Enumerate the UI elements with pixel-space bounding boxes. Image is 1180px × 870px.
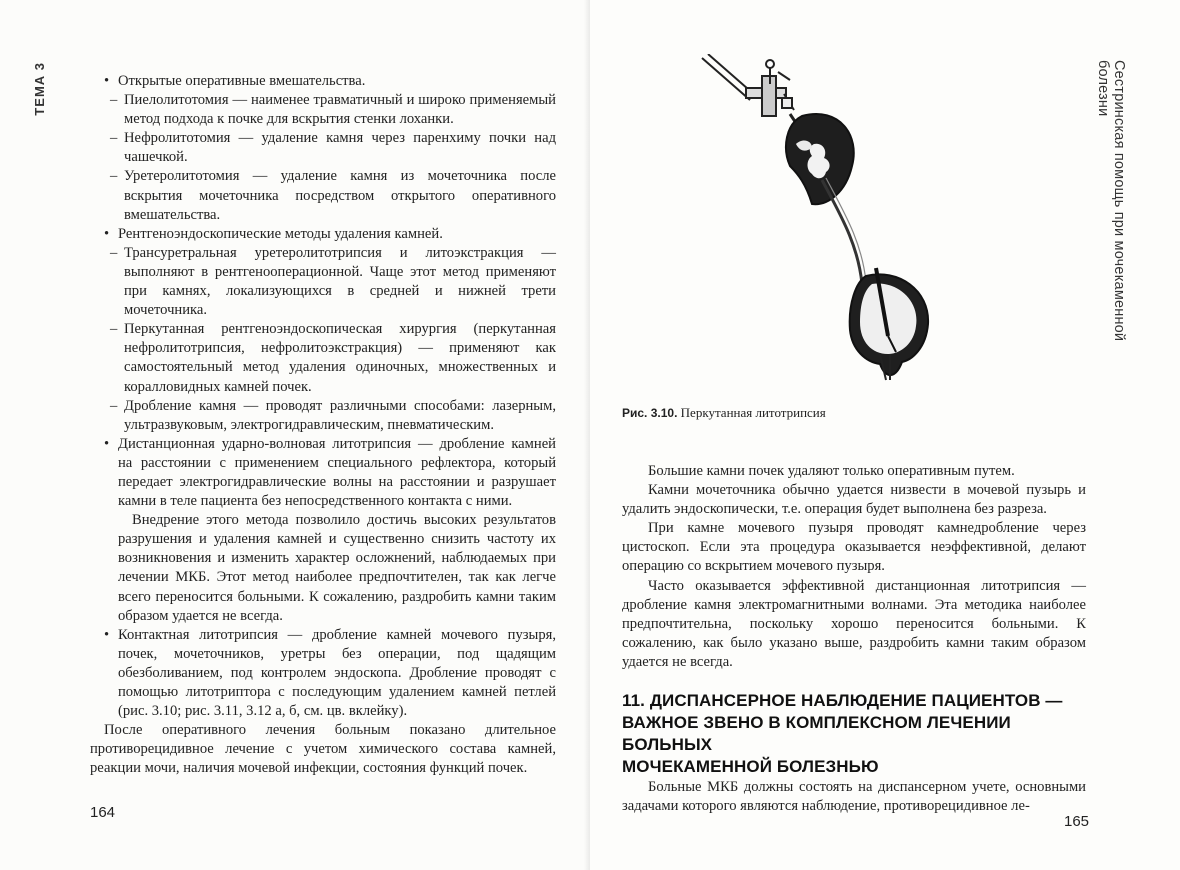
list-item: • Рентгеноэндоскопические методы удаления камней. — [90, 225, 556, 244]
list-item: • Дистанционная ударно-волновая литотрипсия — дробление камней на расстоянии с применением специального рефлектора, который передает электрогидравлические волны на расстоянии и разрушает камни в теле пациента без непосредственного контакта с ними. — [90, 435, 556, 511]
body-paragraph: Часто оказывается эффективной дистанционная литотрипсия — дробление камня электромагнитными волнами. Эта методика наиболее предпочтительна, поскольку хорошо переносится больными. К сожалению, как было указано выше, раздробить камни таким образом удается не всегда. — [622, 577, 1086, 670]
body-paragraph: Камни мочеточника обычно удается низвести в мочевой пузырь и удалить эндоскопически, т.е. операция будет выполнена без разреза. — [622, 482, 1086, 518]
section-heading-line: ВАЖНОЕ ЗВЕНО В КОМПЛЕКСНОМ ЛЕЧЕНИИ БОЛЬНЫХ — [622, 713, 1011, 754]
left-body-text — [90, 72, 556, 778]
list-subitem: – Трансуретральная уретеролитотрипсия и литоэкстракция — выполняют в рентгенооперационной. Чаще этот метод применяют при камнях, локализующихся в средней и нижней трети мочеточника. — [90, 244, 556, 320]
list-subitem: – Уретеролитотомия — удаление камня из мочеточника после вскрытия мочеточника посредством открытого оперативного вмешательства. — [90, 167, 556, 224]
figure-caption-label: Рис. 3.10. — [622, 406, 678, 420]
lithotriptor-handle — [702, 54, 798, 126]
section-heading — [622, 690, 1092, 778]
list-subitem: – Пиелолитотомия — наименее травматичный и широко применяемый метод подхода к почке для вскрытия стенки лоханки. — [90, 91, 556, 129]
running-head-left: ТЕМА 3 — [32, 62, 47, 116]
list-subitem: – Нефролитотомия — удаление камня через паренхиму почки над чашечкой. — [90, 129, 556, 167]
section-heading-line: 11. ДИСПАНСЕРНОЕ НАБЛЮДЕНИЕ ПАЦИЕНТОВ — — [622, 691, 1063, 710]
right-body-text — [622, 462, 1086, 672]
body-paragraph: При камне мочевого пузыря проводят камнедробление через цистоскоп. Если эта процедура оказывается неэффективной, делают операцию со вскрытием мочевого пузыря. — [622, 520, 1086, 575]
list-item: • Контактная литотрипсия — дробление камней мочевого пузыря, почек, мочеточников, уретры без операции, под щадящим обезболиванием, под контролем эндоскопа. Дробление проводят с помощью литотриптора с последующим удалением камней петлей (рис. 3.10; рис. 3.11, 3.12 а, б, см. цв. вклейку). — [90, 626, 556, 721]
figure-caption-text: Перкутанная литотрипсия — [680, 405, 826, 420]
list-subitem: – Дробление камня — проводят различными способами: лазерным, ультразвуковым, электрогидравлическим, пневматическим. — [90, 397, 556, 435]
list-subitem: – Перкутанная рентгеноэндоскопическая хирургия (перкутанная нефролитотрипсия, нефролитоэкстракция) — применяют как самостоятельный метод удаления одиночных, множественных и коралловидных камней почек. — [90, 320, 556, 396]
list-item: • Открытые оперативные вмешательства. — [90, 72, 556, 91]
body-paragraph: После оперативного лечения больным показано длительное противорецидивное лечение с учетом химического состава камней, реакции мочи, наличия мочевой инфекции, состояния функций почек. — [90, 722, 556, 777]
section-body-text — [622, 778, 1086, 816]
running-head-right: Сестринская помощь при мочекаменной болезни — [1095, 60, 1127, 342]
section-heading-line: МОЧЕКАМЕННОЙ БОЛЕЗНЬЮ — [622, 757, 879, 776]
body-paragraph: Больные МКБ должны состоять на диспансерном учете, основными задачами которого являются наблюдение, противорецидивное ле- — [622, 779, 1086, 815]
figure-caption — [622, 405, 1062, 421]
list-continuation: Внедрение этого метода позволило достичь высоких результатов разрушения и удаления камней и существенно снизить частоту их возникновения и изменить характер осложнений, наблюдаемых при лечении МКБ. Этот метод наиболее предпочтителен, так как легче всего переносится больными. К сожалению, раздробить камни таким образом удается не всегда. — [118, 512, 556, 624]
body-paragraph: Большие камни почек удаляют только оперативным путем. — [648, 463, 1015, 479]
kidney-shape — [786, 114, 854, 204]
bladder-shape — [850, 274, 928, 380]
page-number-right: 165 — [1064, 813, 1090, 830]
percutaneous-lithotripsy-illustration-icon — [690, 54, 950, 384]
page-number-left: 164 — [90, 804, 116, 821]
